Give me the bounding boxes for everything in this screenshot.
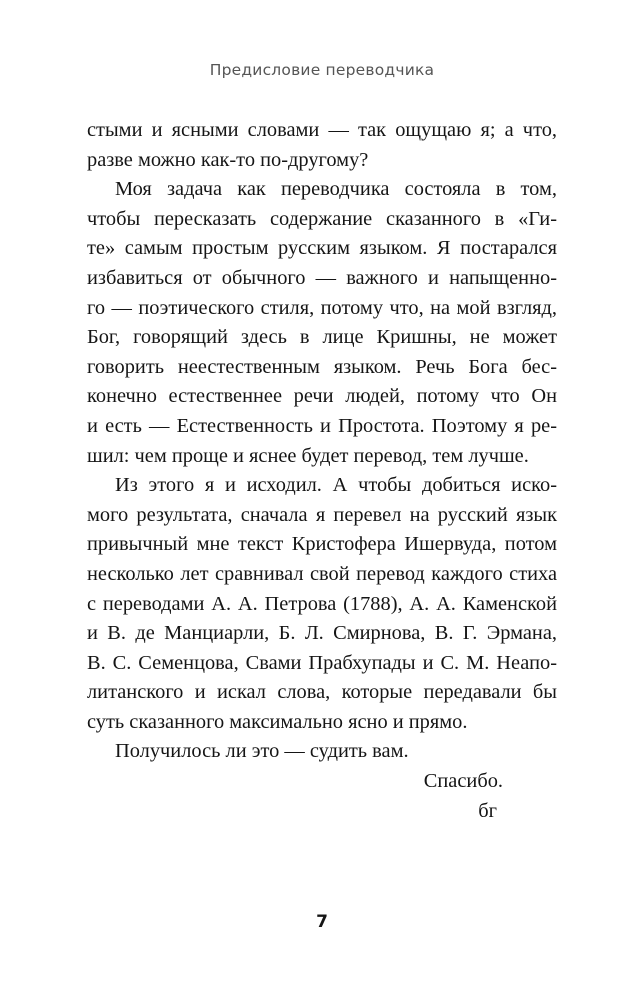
text-line: чтобы пересказать содержание сказанного в «Ги- (87, 207, 557, 230)
text-line: Из этого я и исходил. А чтобы добиться иско- (115, 474, 557, 497)
text-line: конечно естественнее речи людей, потому что Он (87, 385, 557, 408)
text-line: Получилось ли это — судить вам. (115, 740, 409, 763)
body-text (87, 116, 557, 826)
text-line: избавиться от обычного — важного и напыщенно- (87, 266, 557, 289)
text-line: Бог, говорящий здесь в лице Кришны, не может (87, 326, 557, 349)
text-line: шил: чем проще и яснее будет перевод, тем лучше. (87, 444, 529, 467)
text-line: те» самым простым русским языком. Я постарался (87, 237, 557, 260)
text-line: говорить неестественным языком. Речь Бога бес- (87, 355, 557, 378)
running-header: Предисловие переводчика (209, 61, 435, 79)
text-line: суть сказанного максимально ясно и прямо. (87, 710, 468, 733)
text-line: и В. де Манциарли, Б. Л. Смирнова, В. Г. Эрмана, (87, 622, 557, 645)
text-line: го — поэтического стиля, потому что, на мой взгляд, (87, 296, 557, 319)
text-line: В. С. Семенцова, Свами Прабхупады и С. М. Неапо- (87, 651, 557, 674)
text-line: с переводами А. А. Петрова (1788), А. А. Каменской (87, 592, 557, 615)
text-line: и есть — Естественность и Простота. Поэтому я ре- (87, 414, 557, 437)
closing-line: Спасибо. (423, 770, 503, 793)
text-line: Моя задача как переводчика состояла в том, (115, 178, 557, 201)
text-line: литанского и искал слова, которые передавали бы (87, 681, 557, 704)
signature: бг (478, 799, 497, 822)
text-line: стыми и ясными словами — так ощущаю я; а что, (87, 119, 557, 141)
text-line: мого результата, сначала я перевел на русский язык (87, 503, 557, 526)
text-line: привычный мне текст Кристофера Ишервуда, потом (87, 533, 557, 556)
text-line: несколько лет сравнивал свой перевод каждого стиха (87, 562, 557, 585)
page-number: 7 (316, 912, 328, 932)
text-line: разве можно как-то по-другому? (87, 148, 369, 171)
